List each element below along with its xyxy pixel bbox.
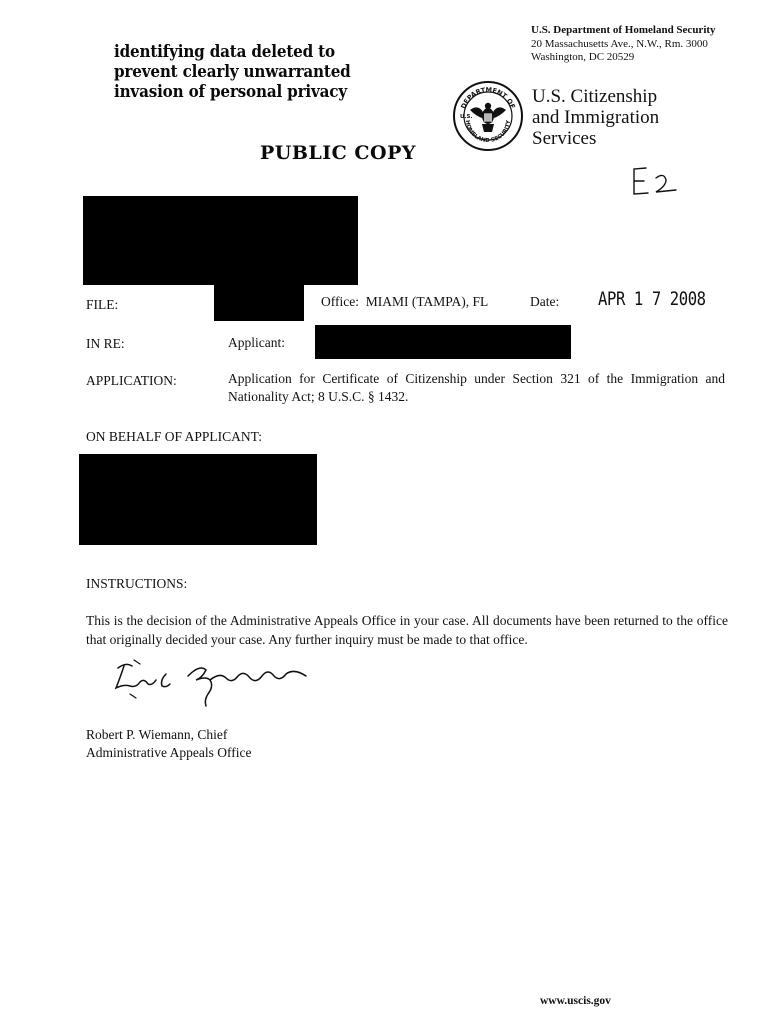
instructions-body: This is the decision of the Administrative Appeals Office in your case. All documents have been returned to the office that originally decided your case. Any further inquiry must be made to that office. [86,613,728,647]
privacy-stamp-line-2: prevent clearly unwarranted [114,62,351,81]
file-label: FILE: [86,297,119,312]
department-address-block [531,24,716,65]
handwritten-signature [110,658,320,708]
office-field [321,293,488,311]
seal-text-left: U.S. [460,114,473,120]
signer-block [86,726,251,762]
instructions-heading: INSTRUCTIONS: [86,576,188,591]
dhs-seal-icon [452,80,524,152]
signer-name: Robert P. Wiemann, Chief [86,727,228,742]
application-value: Application for Certificate of Citizenship under Section 321 of the Immigration and Nationality Act; 8 U.S.C. § 1432. [228,371,725,404]
applicant-label: Applicant: [228,335,285,350]
redacted-block-representative [79,454,317,545]
date-stamp-value: APR 1 7 2008 [598,288,706,310]
handwritten-e2-mark [626,160,696,200]
signer-office: Administrative Appeals Office [86,745,252,760]
department-name: U.S. Department of Homeland Security [531,24,716,36]
application-label: APPLICATION: [86,373,177,388]
footer-website-link[interactable]: www.uscis.gov [540,995,611,1007]
privacy-redaction-stamp [114,42,351,102]
agency-name [532,86,659,149]
office-value: MIAMI (TAMPA), FL [365,294,489,309]
seal-text-bottom: HOMELAND SECURITY [463,119,513,145]
on-behalf-label: ON BEHALF OF APPLICANT: [86,429,262,444]
privacy-stamp-line-1: identifying data deleted to [114,42,335,61]
public-copy-stamp: PUBLIC COPY [260,142,416,164]
in-re-label: IN RE: [86,336,125,351]
date-label: Date: [530,294,560,309]
redacted-block-file-number [214,285,304,321]
agency-name-line-2: and Immigration [532,107,660,128]
office-label: Office: [321,294,359,309]
address-line-1: 20 Massachusetts Ave., N.W., Rm. 3000 [531,37,708,50]
address-line-2: Washington, DC 20529 [531,51,635,63]
redacted-block-recipient [83,196,358,285]
agency-name-line-1: U.S. Citizenship [532,86,658,107]
redacted-block-applicant-name [315,325,571,359]
privacy-stamp-line-3: invasion of personal privacy [114,82,347,101]
agency-name-line-3: Services [532,128,597,149]
seal-text-top: DEPARTMENT OF [459,85,517,110]
